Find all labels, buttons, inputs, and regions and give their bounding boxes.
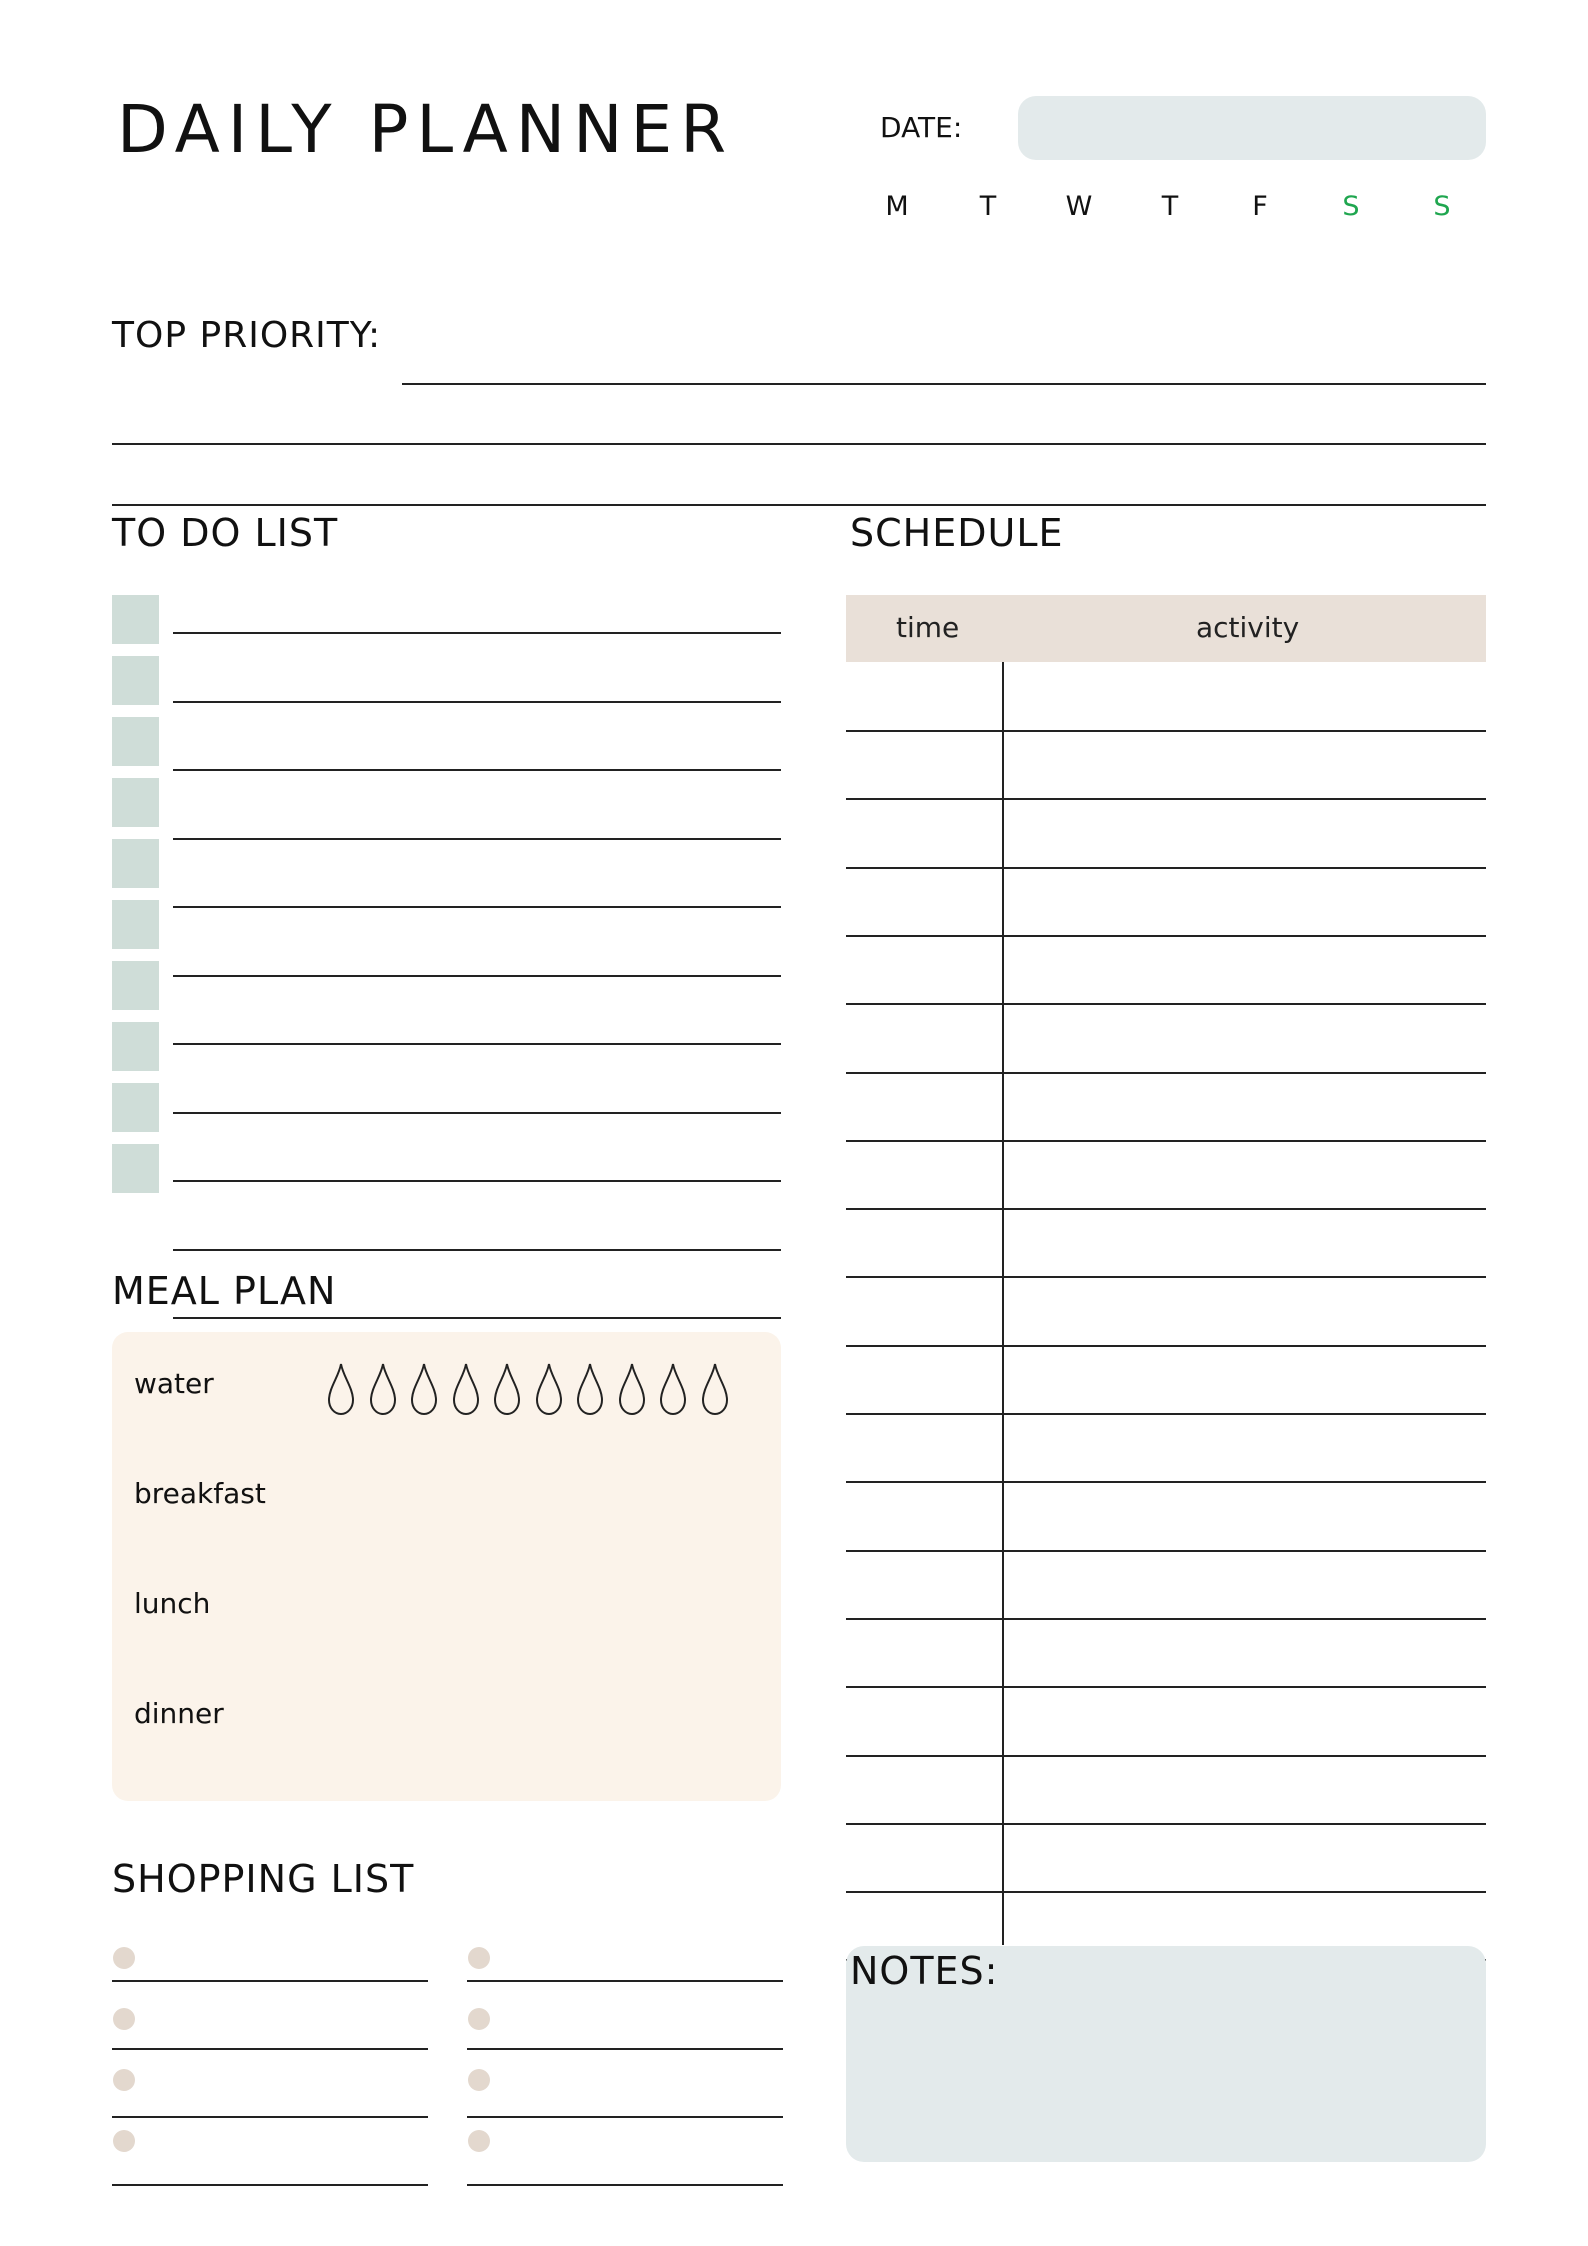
weekday-tuesday[interactable]: T bbox=[979, 191, 997, 222]
shopping-bullet bbox=[468, 2008, 490, 2030]
todo-line[interactable] bbox=[173, 838, 781, 840]
schedule-row-line[interactable] bbox=[846, 1481, 1486, 1483]
schedule-row-line[interactable] bbox=[846, 1823, 1486, 1825]
todo-line[interactable] bbox=[173, 1249, 781, 1251]
schedule-header bbox=[846, 595, 1486, 662]
weekday-saturday[interactable]: S bbox=[1342, 191, 1360, 222]
weekday-wednesday[interactable]: W bbox=[1065, 191, 1093, 222]
meal-plan-title: MEAL PLAN bbox=[112, 1269, 337, 1313]
shopping-bullet bbox=[113, 2008, 135, 2030]
todo-checkbox[interactable] bbox=[112, 778, 159, 827]
schedule-title: SCHEDULE bbox=[850, 511, 1064, 555]
schedule-row-line[interactable] bbox=[846, 1413, 1486, 1415]
schedule-column-divider bbox=[1002, 662, 1004, 1945]
meal-dinner-label: dinner bbox=[134, 1697, 224, 1730]
shopping-bullet bbox=[113, 1947, 135, 1969]
notes-label: NOTES: bbox=[850, 1949, 999, 1993]
todo-line[interactable] bbox=[173, 1180, 781, 1182]
weekday-monday[interactable]: M bbox=[885, 191, 909, 222]
water-drop-icon[interactable] bbox=[617, 1362, 647, 1416]
todo-line[interactable] bbox=[173, 1317, 781, 1319]
todo-line[interactable] bbox=[173, 975, 781, 977]
schedule-row-line[interactable] bbox=[846, 1345, 1486, 1347]
shopping-bullet bbox=[468, 2069, 490, 2091]
shopping-bullet bbox=[468, 1947, 490, 1969]
shopping-line[interactable] bbox=[112, 2116, 428, 2118]
todo-checkbox[interactable] bbox=[112, 595, 159, 644]
shopping-line[interactable] bbox=[112, 1980, 428, 1982]
shopping-line[interactable] bbox=[112, 2048, 428, 2050]
todo-checkbox[interactable] bbox=[112, 961, 159, 1010]
schedule-row-line[interactable] bbox=[846, 1618, 1486, 1620]
date-field[interactable] bbox=[1018, 96, 1486, 160]
water-drop-icon[interactable] bbox=[658, 1362, 688, 1416]
meal-breakfast-label: breakfast bbox=[134, 1477, 266, 1510]
schedule-row-line[interactable] bbox=[846, 935, 1486, 937]
shopping-bullet bbox=[468, 2130, 490, 2152]
shopping-list-title: SHOPPING LIST bbox=[112, 1857, 415, 1901]
shopping-line[interactable] bbox=[467, 2048, 783, 2050]
water-drop-icon[interactable] bbox=[326, 1362, 356, 1416]
weekday-thursday[interactable]: T bbox=[1161, 191, 1179, 222]
weekday-sunday[interactable]: S bbox=[1433, 191, 1451, 222]
todo-line[interactable] bbox=[173, 701, 781, 703]
water-drop-icon[interactable] bbox=[368, 1362, 398, 1416]
schedule-row-line[interactable] bbox=[846, 1140, 1486, 1142]
water-drop-icon[interactable] bbox=[409, 1362, 439, 1416]
shopping-line[interactable] bbox=[112, 2184, 428, 2186]
todo-line[interactable] bbox=[173, 632, 781, 634]
schedule-row-line[interactable] bbox=[846, 798, 1486, 800]
water-drop-icon[interactable] bbox=[492, 1362, 522, 1416]
top-priority-line[interactable] bbox=[402, 383, 1486, 385]
top-priority-line[interactable] bbox=[112, 443, 1486, 445]
shopping-line[interactable] bbox=[467, 2116, 783, 2118]
todo-checkbox[interactable] bbox=[112, 1083, 159, 1132]
schedule-row-line[interactable] bbox=[846, 1891, 1486, 1893]
top-priority-label: TOP PRIORITY: bbox=[112, 315, 382, 356]
todo-checkbox[interactable] bbox=[112, 1144, 159, 1193]
schedule-row-line[interactable] bbox=[846, 867, 1486, 869]
todo-checkbox[interactable] bbox=[112, 839, 159, 888]
shopping-bullet bbox=[113, 2069, 135, 2091]
todo-line[interactable] bbox=[173, 769, 781, 771]
schedule-time-header: time bbox=[896, 611, 960, 644]
page-title: DAILY PLANNER bbox=[117, 91, 735, 168]
top-priority-line[interactable] bbox=[112, 504, 1486, 506]
shopping-line[interactable] bbox=[467, 2184, 783, 2186]
shopping-line[interactable] bbox=[467, 1980, 783, 1982]
todo-title: TO DO LIST bbox=[112, 511, 339, 555]
schedule-row-line[interactable] bbox=[846, 1755, 1486, 1757]
water-drop-icon[interactable] bbox=[575, 1362, 605, 1416]
shopping-bullet bbox=[113, 2130, 135, 2152]
water-drop-icon[interactable] bbox=[451, 1362, 481, 1416]
schedule-row-line[interactable] bbox=[846, 1550, 1486, 1552]
water-drop-icon[interactable] bbox=[700, 1362, 730, 1416]
schedule-activity-header: activity bbox=[1196, 611, 1300, 644]
date-label: DATE: bbox=[880, 111, 963, 144]
todo-line[interactable] bbox=[173, 906, 781, 908]
meal-lunch-label: lunch bbox=[134, 1587, 211, 1620]
meal-water-label: water bbox=[134, 1367, 214, 1400]
schedule-row-line[interactable] bbox=[846, 1072, 1486, 1074]
schedule-row-line[interactable] bbox=[846, 1276, 1486, 1278]
todo-checkbox[interactable] bbox=[112, 900, 159, 949]
schedule-row-line[interactable] bbox=[846, 730, 1486, 732]
schedule-row-line[interactable] bbox=[846, 1686, 1486, 1688]
todo-checkbox[interactable] bbox=[112, 656, 159, 705]
todo-checkbox[interactable] bbox=[112, 717, 159, 766]
todo-line[interactable] bbox=[173, 1112, 781, 1114]
water-drop-icon[interactable] bbox=[534, 1362, 564, 1416]
todo-line[interactable] bbox=[173, 1043, 781, 1045]
schedule-row-line[interactable] bbox=[846, 1208, 1486, 1210]
weekday-friday[interactable]: F bbox=[1252, 191, 1268, 222]
schedule-row-line[interactable] bbox=[846, 1003, 1486, 1005]
todo-checkbox[interactable] bbox=[112, 1022, 159, 1071]
